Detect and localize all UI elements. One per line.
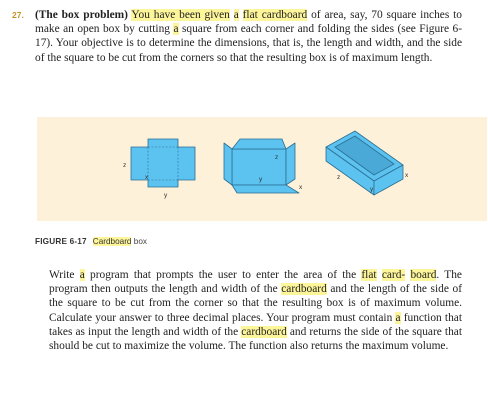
figure-caption-highlight: Cardboard <box>92 237 132 246</box>
exercise-number: 27. <box>12 10 24 20</box>
exercise-title: (The box problem) <box>35 9 128 21</box>
label-y: y <box>370 186 374 193</box>
label-x: x <box>299 184 303 191</box>
text-run: square from each corner and folding the sides (see Figure 6-17). Your objective is to determine the dimensions, that is, the length and width, and the side of the square to be cut from the corners so that the resulting box is of maximum length. <box>35 23 462 64</box>
figure-box <box>37 117 487 221</box>
highlighted-text: board <box>410 269 437 281</box>
highlighted-text: card- <box>381 269 406 281</box>
label-x: x <box>145 174 149 181</box>
label-z: z <box>275 154 279 161</box>
highlighted-text: flat cardboard <box>242 9 308 21</box>
highlighted-text: a <box>173 23 179 36</box>
text-run: and returns the side of the square that should be cut to maximize the volume. The function also returns the maximum volume. <box>49 325 462 353</box>
highlighted-text: flat <box>361 269 377 281</box>
highlighted-text: cardboard <box>281 283 327 296</box>
text-run: Write <box>49 269 80 281</box>
label-x: x <box>405 172 409 179</box>
figure-caption-label: FIGURE 6-17 <box>35 237 87 246</box>
text-run: . The program then outputs the length and width of the <box>49 269 462 296</box>
figure-caption <box>35 237 147 246</box>
text-run: function that takes as input the length and width of the <box>49 311 462 338</box>
highlighted-text: a <box>233 9 239 21</box>
figure-caption-text: box <box>131 237 147 246</box>
text-run: of area, say, 70 square inches to make an open box by cutting <box>35 9 462 36</box>
folding-box-top-flap <box>232 139 286 149</box>
text-run: program that prompts the user to enter the area of the <box>84 269 362 281</box>
highlighted-text: a <box>79 269 85 281</box>
folding-box-bottom-flap <box>232 185 299 193</box>
task-paragraph <box>49 268 462 353</box>
cardboard-illustration <box>37 117 487 221</box>
label-z: z <box>337 174 341 181</box>
folding-box-left-flap <box>224 143 232 185</box>
highlighted-text: You have been given <box>131 9 230 21</box>
exercise-paragraph <box>35 8 462 65</box>
highlighted-text: cardboard <box>241 325 287 338</box>
label-z: z <box>123 162 127 169</box>
label-y: y <box>259 176 263 183</box>
label-y: y <box>164 192 168 199</box>
highlighted-text: a <box>395 311 401 324</box>
folding-box-right-flap <box>286 143 295 185</box>
text-run: and the length of the side of the square to be cut from the corner so that the resulting box is of maximum volume. Calculate your answer to three decimal places. Your program must contain <box>49 283 462 324</box>
